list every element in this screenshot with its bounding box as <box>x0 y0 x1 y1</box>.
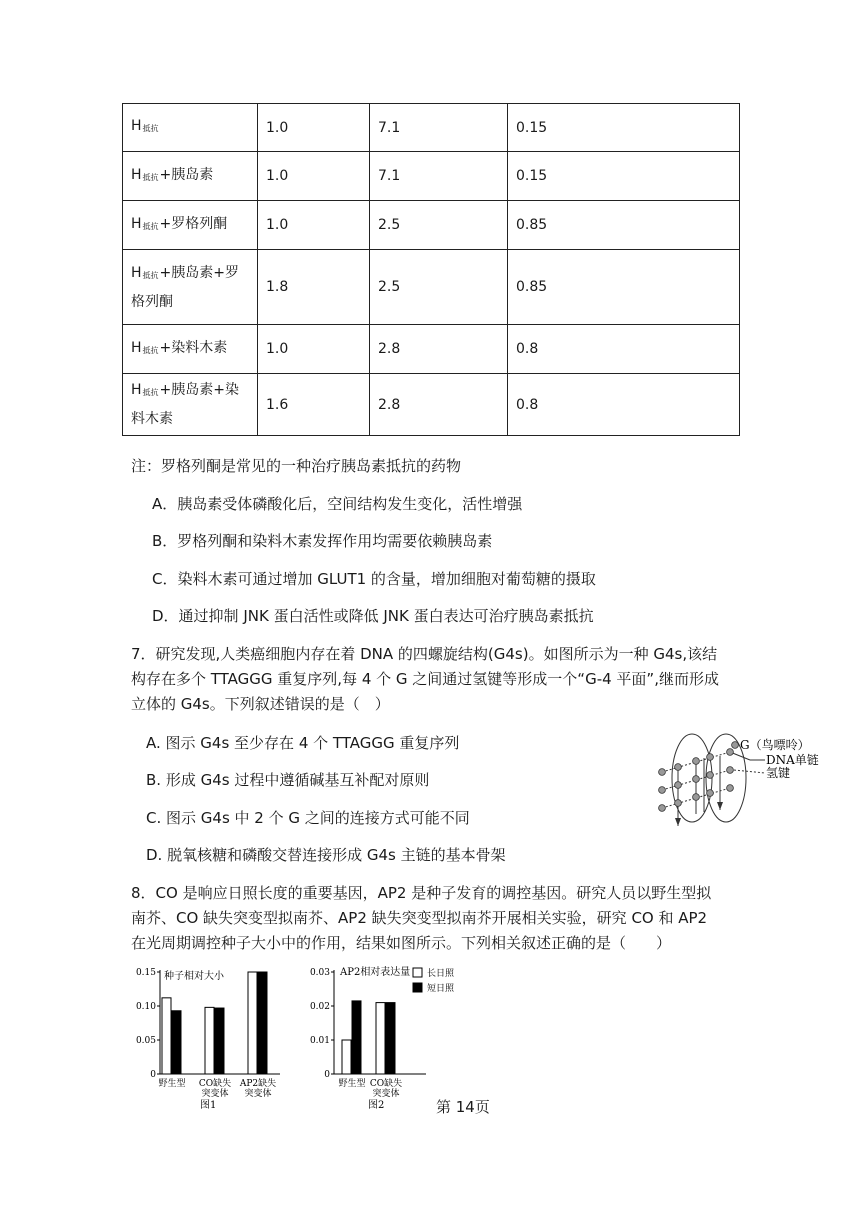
table-body <box>123 104 740 436</box>
g-base <box>659 769 666 776</box>
q7-stem-line-2: 构存在多个 TTAGGG 重复序列,每 4 个 G 之间通过氢键等形成一个“G-4 平面”,继而形成 <box>131 670 719 688</box>
group-cell <box>123 152 258 201</box>
bar-short-day <box>258 972 267 1074</box>
g-base <box>707 790 714 797</box>
group-sub: 抵抗 <box>142 345 159 355</box>
bar-long-day <box>376 1003 385 1074</box>
group-sub: 抵抗 <box>142 221 159 231</box>
group-main: H <box>131 339 142 356</box>
value-cell-2: 2.5 <box>370 250 508 325</box>
bar-short-day <box>215 1008 224 1074</box>
fig1-caption: 图1 <box>200 1100 217 1111</box>
legend-long-day-swatch <box>413 968 422 977</box>
table-row <box>123 374 740 436</box>
legend-g-icon <box>732 742 739 749</box>
fig1-y-title: 种子相对大小 <box>164 971 224 982</box>
legend-strand-label: DNA单链 <box>766 753 819 767</box>
table-row <box>123 104 740 152</box>
page-footer <box>436 1096 506 1118</box>
fig2-caption: 图2 <box>368 1100 385 1111</box>
group-sub: 抵抗 <box>142 388 159 397</box>
legend-long-day-label: 长日照 <box>427 969 455 979</box>
q6-option-c: C．染料木素可通过增加 GLUT1 的含量，增加细胞对葡萄糖的摄取 <box>152 570 596 588</box>
q7-option-b: B. 形成 G4s 过程中遵循碱基互补配对原则 <box>146 771 430 789</box>
value-cell-2: 2.5 <box>370 201 508 250</box>
value-cell-3: 0.85 <box>508 250 740 325</box>
q7-stem-line-1: 7．研究发现,人类癌细胞内存在着 DNA 的四螺旋结构(G4s)。如图所示为一种 G4s,该结 <box>131 645 718 663</box>
table-row <box>123 325 740 374</box>
legend-short-day-label: 短日照 <box>427 984 455 994</box>
q7-stem-line-3: 立体的 G4s。下列叙述错误的是（ ） <box>131 695 390 713</box>
group-cell <box>123 374 258 436</box>
figure-1-chart <box>120 958 290 1114</box>
figure-2-chart <box>300 958 475 1114</box>
strand-arrow <box>675 818 681 826</box>
bar-short-day <box>352 1001 361 1074</box>
value-cell-1: 1.0 <box>258 152 370 201</box>
y-tick-label: 0.01 <box>309 1036 330 1046</box>
group-sub: 抵抗 <box>142 124 159 133</box>
g-base <box>707 754 714 761</box>
group-main: H <box>131 166 142 183</box>
g-base <box>675 800 682 807</box>
g-base <box>727 749 734 756</box>
bar-long-day <box>162 998 171 1074</box>
g-base <box>707 772 714 779</box>
bar-short-day <box>172 1011 181 1074</box>
value-cell-2: 2.8 <box>370 374 508 436</box>
g4s-diagram <box>650 730 830 830</box>
value-cell-2: 7.1 <box>370 152 508 201</box>
q7-option-d: D. 脱氧核糖和磷酸交替连接形成 G4s 主链的基本骨架 <box>146 846 506 864</box>
group-main: H <box>131 118 142 134</box>
legend-short-day-swatch <box>413 983 422 992</box>
y-tick-label: 0 <box>324 1070 330 1080</box>
bar-long-day <box>205 1007 214 1074</box>
q6-option-d: D．通过抑制 JNK 蛋白活性或降低 JNK 蛋白表达可治疗胰岛素抵抗 <box>152 607 594 625</box>
x-tick-label: CO缺失突变体 <box>369 1079 403 1099</box>
y-tick-label: 0.15 <box>135 968 156 978</box>
g-base <box>727 767 734 774</box>
g-base <box>693 776 700 783</box>
data-table <box>122 103 740 436</box>
x-tick-label: CO缺失突变体 <box>198 1079 232 1099</box>
fig2-bars <box>342 1001 395 1074</box>
group-cell <box>123 325 258 374</box>
group-rest: +罗格列酮 <box>159 215 228 232</box>
value-cell-3: 0.8 <box>508 325 740 374</box>
table-row <box>123 201 740 250</box>
group-sub: 抵抗 <box>142 172 159 182</box>
strand-arrow <box>717 802 723 810</box>
x-tick-label: 野生型 <box>338 1079 366 1089</box>
group-rest: +染料木素 <box>159 339 228 356</box>
q8-stem-line-2: 南芥、CO 缺失突变型拟南芥、AP2 缺失突变型拟南芥开展相关实验，研究 CO 和 AP2 <box>131 909 708 927</box>
value-cell-2: 2.8 <box>370 325 508 374</box>
bar-long-day <box>248 972 257 1074</box>
legend-g-label: G（鸟嘌呤） <box>740 738 810 752</box>
value-cell-3: 0.15 <box>508 152 740 201</box>
group-cell <box>123 104 258 152</box>
x-tick-label: 野生型 <box>158 1079 186 1089</box>
group-cell <box>123 201 258 250</box>
q8-stem-line-3: 在光周期调控种子大小中的作用，结果如图所示。下列相关叙述正确的是（ ） <box>131 934 672 952</box>
y-tick-label: 0 <box>150 1070 156 1080</box>
group-main: H <box>131 264 142 281</box>
fig1-bars <box>162 972 267 1074</box>
g-base <box>693 794 700 801</box>
fig2-y-title: AP2相对表达量 <box>340 967 411 978</box>
value-cell-1: 1.0 <box>258 104 370 152</box>
g-base <box>675 764 682 771</box>
q8-stem-line-1: 8．CO 是响应日照长度的重要基因，AP2 是种子发育的调控基因。研究人员以野生型拟 <box>131 884 712 902</box>
q6-option-b: B．罗格列酮和染料木素发挥作用均需要依赖胰岛素 <box>152 532 493 550</box>
bar-long-day <box>342 1040 351 1074</box>
legend-hbond-line <box>734 770 765 773</box>
g-base <box>693 758 700 765</box>
x-tick-label: AP2缺失突变体 <box>239 1079 277 1099</box>
q7-option-a: A. 图示 G4s 至少存在 4 个 TTAGGG 重复序列 <box>146 734 460 752</box>
table-row <box>123 250 740 325</box>
value-cell-1: 1.0 <box>258 201 370 250</box>
value-cell-2: 7.1 <box>370 104 508 152</box>
value-cell-3: 0.85 <box>508 201 740 250</box>
g-base <box>659 805 666 812</box>
group-cell <box>123 250 258 325</box>
y-tick-label: 0.02 <box>309 1002 330 1012</box>
bar-short-day <box>386 1003 395 1074</box>
group-rest: +胰岛素+罗格列酮 <box>131 264 239 310</box>
value-cell-1: 1.8 <box>258 250 370 325</box>
q7-option-c: C. 图示 G4s 中 2 个 G 之间的连接方式可能不同 <box>146 809 470 827</box>
g-base <box>727 785 734 792</box>
q6-option-a: A．胰岛素受体磷酸化后，空间结构发生变化，活性增强 <box>152 495 523 513</box>
value-cell-1: 1.0 <box>258 325 370 374</box>
value-cell-3: 0.8 <box>508 374 740 436</box>
table-row <box>123 152 740 201</box>
group-rest: +胰岛素 <box>159 166 214 183</box>
group-rest: +胰岛素+染料木素 <box>131 382 239 427</box>
value-cell-1: 1.6 <box>258 374 370 436</box>
g-base <box>659 787 666 794</box>
legend-hbond-label: 氢键 <box>766 766 791 780</box>
group-main: H <box>131 215 142 232</box>
group-main: H <box>131 382 142 398</box>
y-tick-label: 0.05 <box>135 1036 156 1046</box>
group-sub: 抵抗 <box>142 270 159 280</box>
y-tick-label: 0.10 <box>135 1002 156 1012</box>
page-footer-text: 第 14页 <box>436 1098 490 1116</box>
g-base <box>675 782 682 789</box>
y-tick-label: 0.03 <box>309 968 330 978</box>
value-cell-3: 0.15 <box>508 104 740 152</box>
table-note: 注：罗格列酮是常见的一种治疗胰岛素抵抗的药物 <box>131 457 462 475</box>
